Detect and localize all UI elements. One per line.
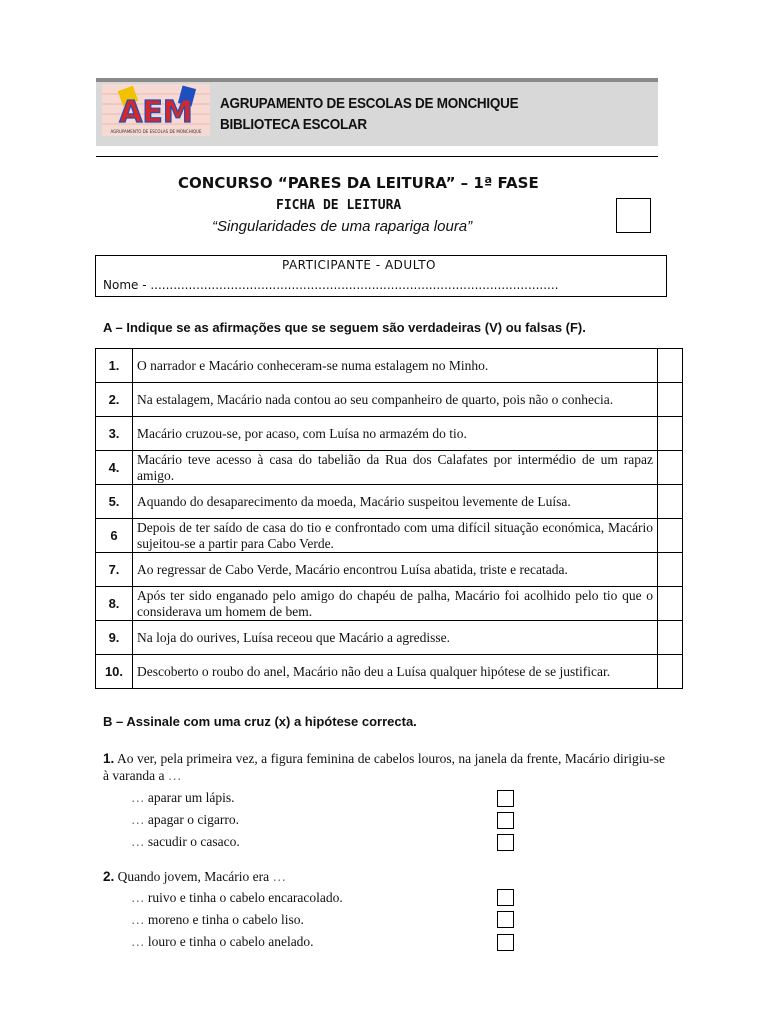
statement-text: Na loja do ourives, Luísa receou que Macário a agredisse. (133, 621, 658, 655)
statement-number: 4. (96, 451, 133, 485)
option-item: … ruivo e tinha o cabelo encaracolado. (131, 890, 343, 905)
library-name: BIBLIOTECA ESCOLAR (220, 116, 367, 133)
statement-number: 8. (96, 587, 133, 621)
participant-label: PARTICIPANTE - ADULTO (282, 258, 436, 272)
score-box[interactable] (616, 198, 651, 233)
option-checkbox[interactable] (497, 889, 514, 906)
statement-text: Depois de ter saído de casa do tio e confrontado com uma difícil situação económica, Macário sujeitou-se a partir para Cabo Verde. (133, 519, 658, 553)
statement-text: Aquando do desaparecimento da moeda, Macário suspeitou levemente de Luísa. (133, 485, 658, 519)
book-title: “Singularidades de uma rapariga loura” (212, 218, 473, 235)
ellipsis: … (167, 768, 182, 783)
answer-cell[interactable] (658, 519, 683, 553)
statement-row (96, 349, 683, 383)
answer-cell[interactable] (658, 553, 683, 587)
statement-number: 6 (96, 519, 133, 553)
statement-row (96, 485, 683, 519)
statement-text: Ao regressar de Cabo Verde, Macário encontrou Luísa abatida, triste e recatada. (133, 553, 658, 587)
statement-number: 10. (96, 655, 133, 689)
contest-title: CONCURSO “PARES DA LEITURA” – 1ª FASE (178, 174, 539, 192)
statement-row (96, 451, 683, 485)
option-checkbox[interactable] (497, 911, 514, 928)
statement-number: 2. (96, 383, 133, 417)
statement-text: Após ter sido enganado pelo amigo do chapéu de palha, Macário foi acolhido pelo tio que o considerava um homem de bem. (133, 587, 658, 621)
option-checkbox[interactable] (497, 812, 514, 829)
statement-text: Macário teve acesso à casa do tabelião da Rua dos Calafates por intermédio de um rapaz amigo. (133, 451, 658, 485)
name-field[interactable]: Nome - ........................................................................................................... (103, 278, 559, 292)
answer-cell[interactable] (658, 485, 683, 519)
statement-number: 7. (96, 553, 133, 587)
statement-row (96, 553, 683, 587)
section-a-heading: A – Indique se as afirmações que se seguem são verdadeiras (V) ou falsas (F). (103, 320, 586, 335)
statement-text: O narrador e Macário conheceram-se numa estalagem no Minho. (133, 349, 658, 383)
statement-number: 1. (96, 349, 133, 383)
answer-cell[interactable] (658, 655, 683, 689)
sheet-subtitle: FICHA DE LEITURA (276, 198, 402, 213)
statement-row (96, 519, 683, 553)
question-number: 1. (103, 751, 115, 766)
header-divider (96, 156, 658, 157)
statement-number: 9. (96, 621, 133, 655)
option-item: … louro e tinha o cabelo anelado. (131, 934, 314, 949)
answer-cell[interactable] (658, 383, 683, 417)
true-false-table (95, 348, 683, 689)
option-item: … sacudir o casaco. (131, 834, 240, 849)
option-checkbox[interactable] (497, 934, 514, 951)
logo-caption: AGRUPAMENTO DE ESCOLAS DE MONCHIQUE (110, 129, 202, 134)
answer-cell[interactable] (658, 587, 683, 621)
option-item: … apagar o cigarro. (131, 812, 239, 827)
answer-cell[interactable] (658, 451, 683, 485)
answer-cell[interactable] (658, 349, 683, 383)
statement-row (96, 587, 683, 621)
statement-number: 3. (96, 417, 133, 451)
statement-text: Macário cruzou-se, por acaso, com Luísa no armazém do tio. (133, 417, 658, 451)
statement-number: 5. (96, 485, 133, 519)
answer-cell[interactable] (658, 621, 683, 655)
answer-cell[interactable] (658, 417, 683, 451)
question-text: Quando jovem, Macário era (117, 869, 270, 884)
statement-text: Descoberto o roubo do anel, Macário não deu a Luísa qualquer hipótese de se justificar. (133, 655, 658, 689)
question-2 (103, 868, 665, 885)
option-item: … aparar um lápis. (131, 790, 235, 805)
question-text: Ao ver, pela primeira vez, a figura feminina de cabelos louros, na janela da frente, Macário dirigiu-se à varanda a (103, 751, 665, 783)
question-number: 2. (103, 869, 115, 884)
option-checkbox[interactable] (497, 790, 514, 807)
statement-row (96, 655, 683, 689)
option-checkbox[interactable] (497, 834, 514, 851)
ellipsis: … (272, 869, 286, 884)
statement-row (96, 383, 683, 417)
school-logo (102, 84, 210, 136)
statement-text: Na estalagem, Macário nada contou ao seu companheiro de quarto, pois não o conhecia. (133, 383, 658, 417)
statement-row (96, 621, 683, 655)
org-name: AGRUPAMENTO DE ESCOLAS DE MONCHIQUE (220, 95, 519, 112)
section-b-heading: B – Assinale com uma cruz (x) a hipótese correcta. (103, 714, 417, 729)
statement-row (96, 417, 683, 451)
option-item: … moreno e tinha o cabelo liso. (131, 912, 304, 927)
logo-text: AEM (119, 95, 193, 130)
question-1 (103, 750, 665, 784)
